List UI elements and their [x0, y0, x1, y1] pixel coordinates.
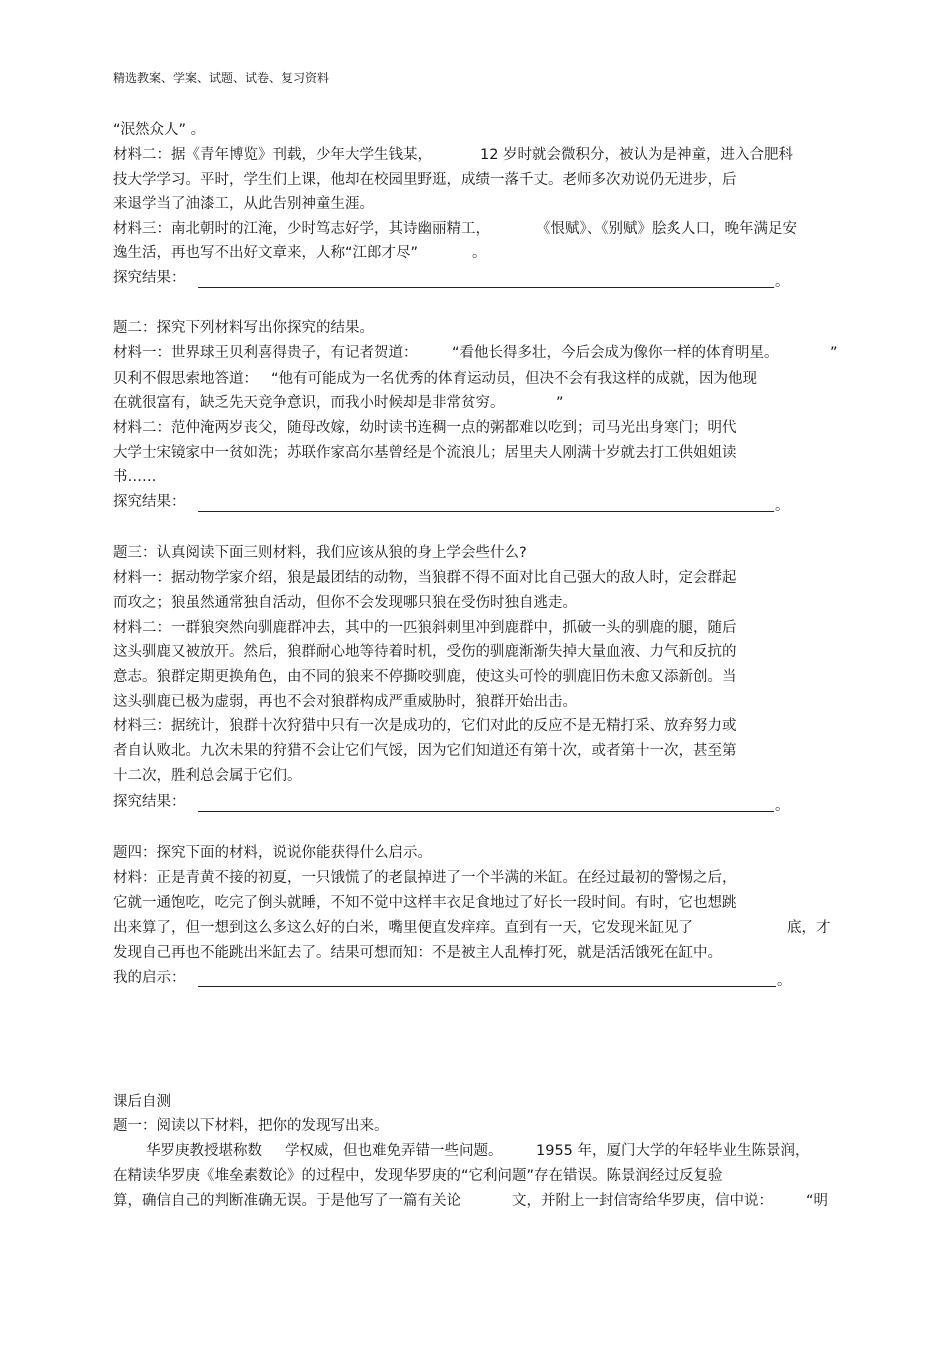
q2-answer-line[interactable] [198, 511, 774, 512]
after-q1-line-2: 在精读华罗庚《堆垒素数论》的过程中，发现华罗庚的“它利问题”存在错误。陈景润经过反复验 [113, 1168, 723, 1184]
q2-title: 题二：探究下列材料写出你探究的结果。 [113, 320, 374, 336]
q1-material3-a: 材料三：南北朝时的江淹，少时笃志好学，其诗幽丽精工， [113, 221, 490, 237]
q2-material1-e: “他有可能成为一名优秀的体育运动员，但决不会有我这样的成就，因为他现 [271, 371, 758, 387]
q1-answer-line[interactable] [198, 287, 774, 288]
q3-material2-b: 这头驯鹿又被放开。然后，狼群耐心地等待着时机，受伤的驯鹿渐渐失掉大量血液、力气和反抗的 [113, 644, 737, 660]
q1-material2-d: 来退学当了油漆工，从此告别神童生涯。 [113, 196, 374, 212]
q2-result-label: 探究结果： [113, 494, 186, 510]
q1-material3-b: 《恨赋》、《别赋》脍炙人口，晚年满足安 [536, 221, 797, 237]
q3-material2-c: 意志。狼群定期更换角色，由不同的狼来不停撕咬驯鹿，使这头可怜的驯鹿旧伤未愈又添新创。当 [113, 669, 737, 685]
after-q1-line-3a: 算，确信自己的判断准确无误。于是他写了一篇有关论 [113, 1193, 461, 1209]
q1-material2-a: 材料二：据《青年博览》刊载，少年大学生钱某， [113, 147, 432, 163]
q2-result-end: 。 [775, 498, 790, 514]
after-q1-line-1c: 1955 年，厦门大学的年轻毕业生陈景润， [536, 1143, 810, 1159]
q3-result-label: 探究结果： [113, 794, 186, 810]
after-q1-title: 题一：阅读以下材料，把你的发现写出来。 [113, 1118, 389, 1134]
q2-material1-g: ” [556, 395, 564, 411]
q2-material1-f: 在就很富有，缺乏先天竞争意识，而我小时候却是非常贫穷。 [113, 395, 505, 411]
q1-material2-c: 技大学学习。平时，学生们上课，他却在校园里野逛，成绩一落千丈。老师多次劝说仍无进步，后 [113, 172, 737, 188]
q1-material2-b: 12 岁时就会微积分，被认为是神童，进入合肥科 [480, 147, 794, 163]
q2-material2-a: 材料二：范仲淹两岁丧父，随母改嫁，幼时读书连稠一点的粥都难以吃到；司马光出身寒门；明代 [113, 420, 737, 436]
q2-material1-b: “看他长得多壮，今后会成为像你一样的体育明星。 [452, 345, 779, 361]
q1-material3-c: 逸生活，再也写不出好文章来，人称“江郎才尽” [113, 245, 419, 261]
after-q1-line-3b: 文，并附上一封信寄给华罗庚，信中说： [512, 1193, 773, 1209]
q4-title: 题四：探究下面的材料，说说你能获得什么启示。 [113, 845, 432, 861]
q1-line-0: “泯然众人” 。 [113, 122, 206, 138]
q4-material-line-3a: 出来算了，但一想到这么多这么好的白米，嘴里便直发痒痒。直到有一天，它发现米缸见了 [113, 920, 693, 936]
q3-title: 题三：认真阅读下面三则材料，我们应该从狼的身上学会些什么? [113, 545, 527, 561]
q4-material-line-4: 发现自己再也不能跳出米缸去了。结果可想而知：不是被主人乱棒打死，就是活活饿死在缸中。 [113, 945, 722, 961]
q1-material3-d: 。 [472, 245, 487, 261]
q4-material-line-1: 材料：正是青黄不接的初夏，一只饿慌了的老鼠掉进了一个半满的米缸。在经过最初的警惕之后， [113, 870, 737, 886]
q2-material1-d: 贝利不假思索地答道： [113, 371, 258, 387]
q3-material3-a: 材料三：据统计，狼群十次狩猎中只有一次是成功的，它们对此的反应不是无精打采、放弃努力或 [113, 718, 737, 734]
q3-material1-b: 而攻之；狼虽然通常独自活动，但你不会发现哪只狼在受伤时独自逃走。 [113, 595, 577, 611]
q4-material-line-2: 它就一通饱吃，吃完了倒头就睡，不知不觉中这样丰衣足食地过了好长一段时间。有时，它也想跳 [113, 895, 737, 911]
q4-answer-line[interactable] [198, 986, 776, 987]
q3-result-end: 。 [775, 798, 790, 814]
q2-material1-c: ” [830, 345, 838, 361]
after-q1-line-3c: “明 [806, 1193, 829, 1209]
q2-material2-c: 书…… [113, 469, 157, 485]
q3-material2-d: 这头驯鹿已极为虚弱，再也不会对狼群构成严重威胁时，狼群开始出击。 [113, 694, 577, 710]
q3-material3-b: 者自认败北。九次未果的狩猎不会让它们气馁，因为它们知道还有第十次，或者第十一次，甚至第 [113, 743, 737, 759]
q3-material2-a: 材料二：一群狼突然向驯鹿群冲去，其中的一匹狼斜刺里冲到鹿群中，抓破一头的驯鹿的腿，随后 [113, 620, 737, 636]
q1-result-label: 探究结果： [113, 270, 186, 286]
q4-result-label: 我的启示： [113, 970, 186, 986]
q3-material1-a: 材料一：据动物学家介绍，狼是最团结的动物，当狼群不得不面对比自己强大的敌人时，定会群起 [113, 570, 737, 586]
q3-answer-line[interactable] [198, 811, 774, 812]
q4-result-end: 。 [777, 973, 792, 989]
q3-material3-c: 十二次，胜利总会属于它们。 [113, 768, 302, 784]
page-header: 精选教案、学案、试题、试卷、复习资料 [113, 71, 330, 85]
q2-material1-a: 材料一：世界球王贝利喜得贵子，有记者贺道： [113, 345, 418, 361]
after-class-heading: 课后自测 [113, 1094, 171, 1110]
q2-material2-b: 大学士宋镜家中一贫如洗；苏联作家高尔基曾经是个流浪儿；居里夫人刚满十岁就去打工供姐姐读 [113, 445, 737, 461]
after-q1-line-1a: 华罗庚教授堪称数 [146, 1143, 262, 1159]
q4-material-line-3b: 底，才 [787, 920, 831, 936]
q1-result-end: 。 [775, 274, 790, 290]
after-q1-line-1b: 学权威，但也难免弄错一些问题。 [285, 1143, 503, 1159]
